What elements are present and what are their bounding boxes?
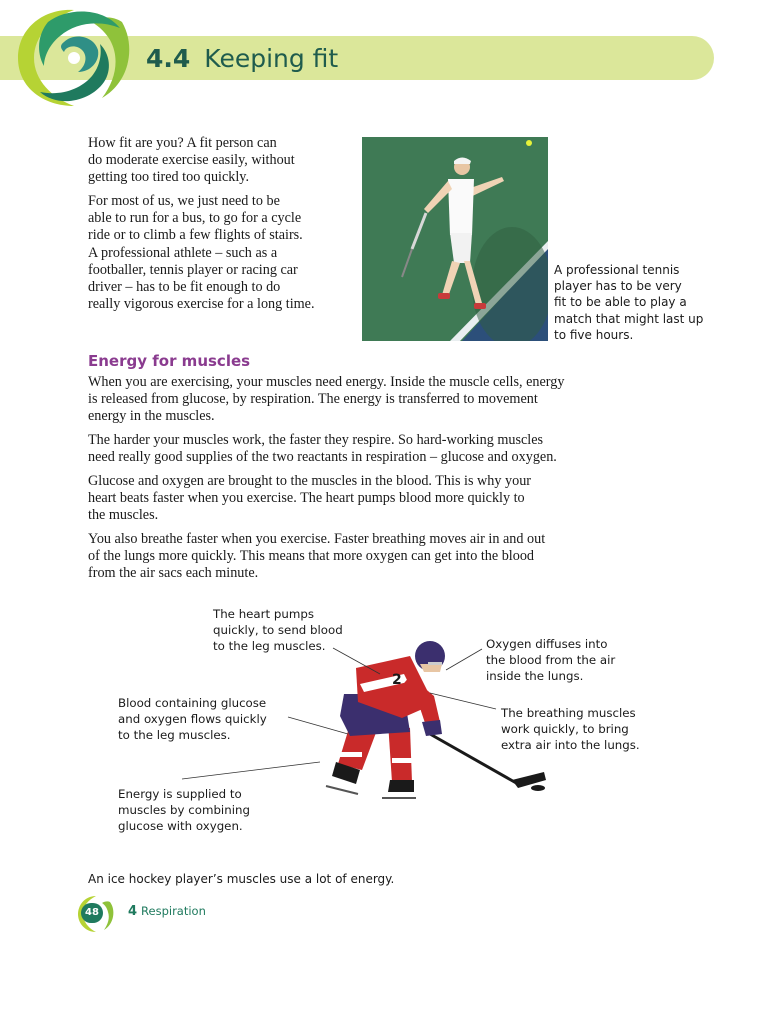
- text-line: is released from glucose, by respiration. The energy is transferred to movement: [88, 391, 538, 408]
- text-line: able to run for a bus, to go for a cycle: [88, 210, 302, 227]
- text-line: footballer, tennis player or racing car: [88, 261, 298, 278]
- label-line: Energy is supplied to: [118, 787, 242, 801]
- label-line: inside the lungs.: [486, 669, 584, 684]
- text-line: Glucose and oxygen are brought to the muscles in the blood. This is why your: [88, 473, 532, 489]
- label-blood: [118, 695, 267, 744]
- text-line: do moderate exercise easily, without: [88, 152, 295, 169]
- label-line: to the leg muscles.: [118, 728, 231, 743]
- label-line: glucose with oxygen.: [118, 819, 243, 834]
- label-line: extra air into the lungs.: [501, 738, 640, 753]
- text-line: from the air sacs each minute.: [88, 565, 259, 582]
- caption-line: match that might last up: [554, 311, 704, 326]
- tennis-caption: [554, 262, 724, 343]
- tennis-player-photo: [362, 137, 548, 341]
- label-oxygen: [486, 636, 615, 685]
- text-line: heart beats faster when you exercise. The heart pumps blood more quickly to: [88, 490, 525, 507]
- intro-paragraph-1: [88, 135, 358, 187]
- text-line: driver – has to be fit enough to do: [88, 279, 281, 296]
- label-line: work quickly, to bring: [501, 722, 629, 737]
- caption-line: player has to be very: [554, 279, 682, 294]
- label-line: the blood from the air: [486, 653, 616, 668]
- section-heading: Energy for muscles: [88, 352, 251, 370]
- label-line: muscles by combining: [118, 803, 250, 818]
- label-line: Blood containing glucose: [118, 696, 267, 710]
- label-breathing: [501, 705, 640, 754]
- text-line: the muscles.: [88, 507, 159, 524]
- caption-line: to five hours.: [554, 327, 634, 342]
- text-line: really vigorous exercise for a long time.: [88, 296, 315, 313]
- text-line: A professional athlete – such as a: [88, 244, 278, 261]
- text-line: How fit are you? A fit person can: [88, 135, 277, 151]
- label-line: Oxygen diffuses into: [486, 637, 608, 651]
- page-title: [146, 42, 338, 76]
- caption-line: A professional tennis: [554, 263, 680, 277]
- chapter-label: [128, 904, 206, 919]
- label-line: The breathing muscles: [501, 706, 636, 720]
- swirl-logo-icon: [4, 2, 150, 114]
- text-line: of the lungs more quickly. This means that more oxygen can get into the blood: [88, 548, 535, 565]
- text-line: ride or to climb a few flights of stairs.: [88, 227, 303, 244]
- label-line: quickly, to send blood: [213, 623, 343, 638]
- text-line: You also breathe faster when you exercise. Faster breathing moves air in and out: [88, 531, 546, 547]
- text-line: The harder your muscles work, the faster they respire. So hard-working muscles: [88, 432, 544, 448]
- chapter-number: 4: [128, 904, 138, 919]
- body-paragraph-3: [88, 473, 688, 525]
- label-energy: [118, 786, 250, 835]
- caption-line: fit to be able to play a: [554, 295, 687, 310]
- intro-paragraph-2: [88, 193, 358, 313]
- figure-caption: An ice hockey player’s muscles use a lot of energy.: [88, 872, 395, 886]
- section-number: 4.4: [146, 44, 191, 73]
- text-line: For most of us, we just need to be: [88, 193, 280, 209]
- text-line: need really good supplies of the two reactants in respiration – glucose and oxygen.: [88, 449, 557, 466]
- body-paragraph-1: [88, 374, 688, 426]
- text-line: getting too tired too quickly.: [88, 169, 250, 186]
- label-line: The heart pumps: [213, 607, 314, 621]
- label-line: to the leg muscles.: [213, 639, 326, 654]
- chapter-title: Respiration: [141, 904, 206, 918]
- text-line: energy in the muscles.: [88, 408, 215, 425]
- body-paragraph-2: [88, 432, 688, 466]
- label-line: and oxygen flows quickly: [118, 712, 267, 727]
- page-number: 48: [81, 903, 103, 923]
- svg-text:2: 2: [392, 672, 402, 688]
- body-paragraph-4: [88, 531, 688, 583]
- text-line: When you are exercising, your muscles need energy. Inside the muscle cells, energy: [88, 374, 565, 390]
- label-heart: [213, 606, 343, 655]
- section-title: Keeping fit: [204, 44, 339, 73]
